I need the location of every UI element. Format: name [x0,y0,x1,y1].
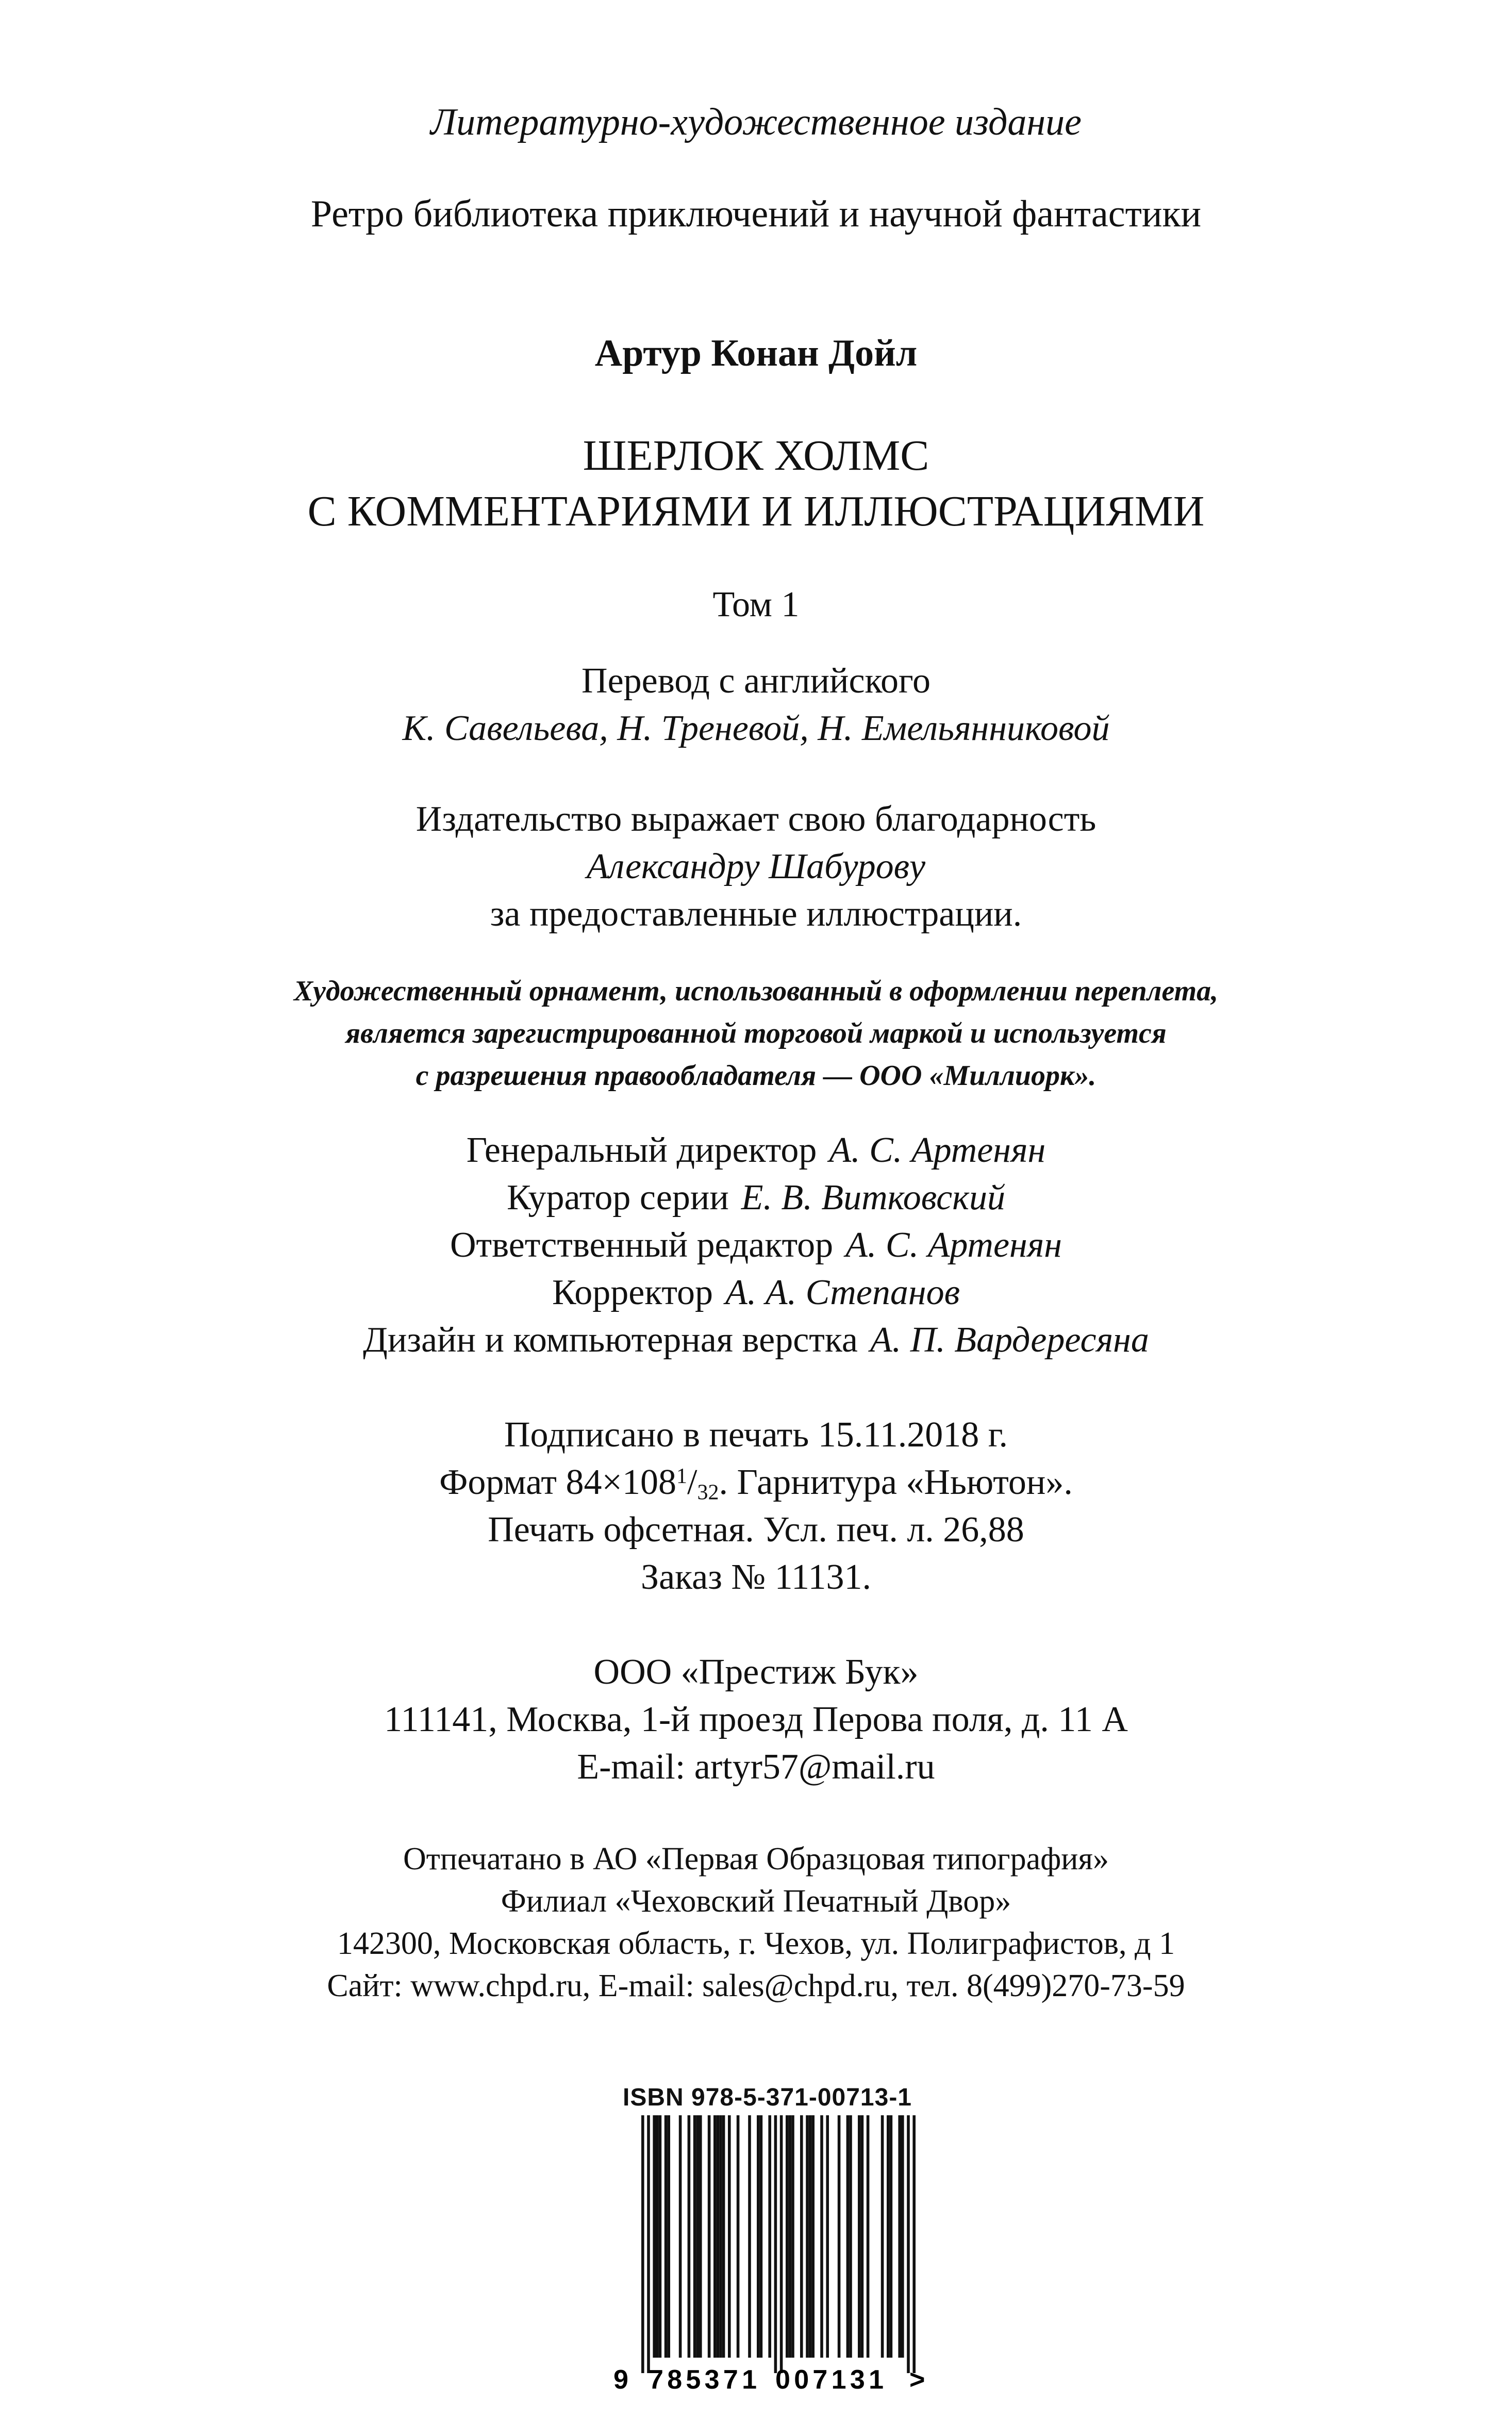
edition-type: Литературно-художественное издание [430,101,1082,143]
printer-line1: Отпечатано в АО «Первая Образцовая типография» [403,1841,1109,1877]
translators: К. Савельева, Н. Треневой, Н. Емельянниковой [402,709,1110,748]
credit-series-curator [0,1180,1512,1216]
credit-person: Е. В. Витковский [741,1178,1005,1218]
barcode-right-digits: 007131 [775,2365,884,2394]
ornament-note-line1: Художественный орнамент, использованный в оформлении переплета, [293,975,1219,1007]
credit-role: Генеральный директор [466,1130,817,1170]
format-prefix: Формат 84×108 [439,1462,676,1502]
barcode-bar [708,2115,711,2358]
credit-person: А. С. Артенян [845,1225,1062,1265]
printer-line3: 142300, Московская область, г. Чехов, ул. Полиграфистов, д 1 [337,1926,1175,1961]
format-slash: / [687,1462,697,1502]
printer-line2: Филиал «Чеховский Печатный Двор» [501,1884,1011,1919]
print-format [0,1462,1512,1505]
barcode-bar [867,2115,870,2358]
barcode-bar [861,2115,864,2358]
publisher-address: 111141, Москва, 1-й проезд Перова поля, д. 11 А [384,1700,1128,1739]
format-denominator: 32 [697,1480,719,1505]
acknowledgement-line1: Издательство выражает свою благодарность [416,799,1096,839]
barcode-bar [780,2115,783,2373]
barcode-bar [774,2115,777,2373]
barcode-bar [722,2115,725,2358]
credit-general-director [0,1132,1512,1169]
format-suffix: . Гарнитура «Ньютон». [719,1462,1073,1502]
print-type: Печать офсетная. Усл. печ. л. 26,88 [488,1510,1024,1550]
barcode-bar [907,2115,910,2373]
barcode-bar [713,2115,717,2358]
barcode-bar [641,2115,644,2373]
barcode-bar [901,2115,904,2358]
series-name: Ретро библиотека приключений и научной фантастики [310,193,1202,235]
barcode-bar [728,2115,731,2358]
print-signed-date: Подписано в печать 15.11.2018 г. [504,1415,1008,1455]
barcode-bar [688,2115,691,2358]
barcode-bar [664,2115,668,2358]
credit-role: Дизайн и компьютерная верстка [363,1320,858,1360]
barcode-left-digits: 785371 [649,2365,757,2394]
barcode-bar [768,2115,771,2358]
acknowledgement-name: Александру Шабурову [586,847,926,886]
barcode-bar [696,2115,699,2358]
barcode-bar [667,2115,670,2358]
barcode-bar [849,2115,852,2358]
ornament-note-line2: является зарегистрированной торговой маркой и используется [345,1017,1167,1049]
barcode-bar [820,2115,823,2358]
barcode-bar [659,2115,662,2358]
book-title-line1: ШЕРЛОК ХОЛМС [583,432,929,480]
barcode-bar [656,2115,659,2358]
isbn-label: ISBN 978-5-371-00713-1 [623,2084,912,2111]
barcode-bar [786,2115,789,2358]
credit-person: А. П. Вардересяна [870,1320,1149,1360]
author-name: Артур Конан Дойл [594,332,918,374]
barcode-bar [748,2115,751,2358]
barcode-bar [679,2115,682,2358]
translation-label: Перевод с английского [581,661,931,701]
barcode-bar [806,2115,809,2358]
barcode-bar [858,2115,861,2358]
publisher-email: E-mail: artyr57@mail.ru [577,1747,935,1787]
barcode-bar [791,2115,794,2358]
barcode-bar [800,2115,803,2358]
barcode-bar [826,2115,829,2358]
barcode-bar [699,2115,702,2358]
credit-editor [0,1227,1512,1263]
barcode-bar [760,2115,763,2358]
printer-line4: Сайт: www.chpd.ru, E-mail: sales@chpd.ru, тел. 8(499)270-73-59 [327,1968,1185,2003]
barcode-bar [693,2115,696,2358]
acknowledgement-line3: за предоставленные иллюстрации. [490,894,1022,934]
barcode-bar [838,2115,841,2358]
barcode-bar [898,2115,901,2358]
barcode-bar [846,2115,850,2358]
credit-role: Ответственный редактор [450,1225,834,1265]
publisher-name: ООО «Престиж Бук» [593,1652,919,1692]
order-number: Заказ № 11131. [641,1557,871,1597]
isbn-barcode [612,2083,942,2393]
barcode-icon [612,2115,942,2394]
barcode-bar [887,2115,890,2358]
credit-person: А. А. Степанов [725,1273,960,1312]
barcode-bar [653,2115,656,2358]
barcode-bar [757,2115,760,2358]
barcode-quiet-mark: > [909,2365,925,2394]
barcode-bar [737,2115,740,2358]
volume-number: Том 1 [712,585,800,624]
credit-role: Куратор серии [507,1178,729,1218]
credit-role: Корректор [552,1273,713,1312]
barcode-bar [811,2115,815,2358]
format-numerator: 1 [676,1465,687,1488]
credit-person: А. С. Артенян [829,1130,1046,1170]
credit-design [0,1322,1512,1358]
barcode-bar [881,2115,884,2358]
book-title-line2: С КОММЕНТАРИЯМИ И ИЛЛЮСТРАЦИЯМИ [307,487,1205,535]
credit-proofreader [0,1275,1512,1311]
barcode-bar [912,2115,916,2373]
barcode-bar [717,2115,720,2358]
barcode-lead-digit: 9 [613,2365,628,2394]
ornament-note-line3: с разрешения правообладателя — ООО «Миллиорк». [416,1060,1096,1092]
barcode-bar [789,2115,792,2358]
barcode-bar [719,2115,722,2358]
barcode-bar [890,2115,893,2358]
barcode-bar [809,2115,812,2358]
barcode-bar [647,2115,650,2373]
